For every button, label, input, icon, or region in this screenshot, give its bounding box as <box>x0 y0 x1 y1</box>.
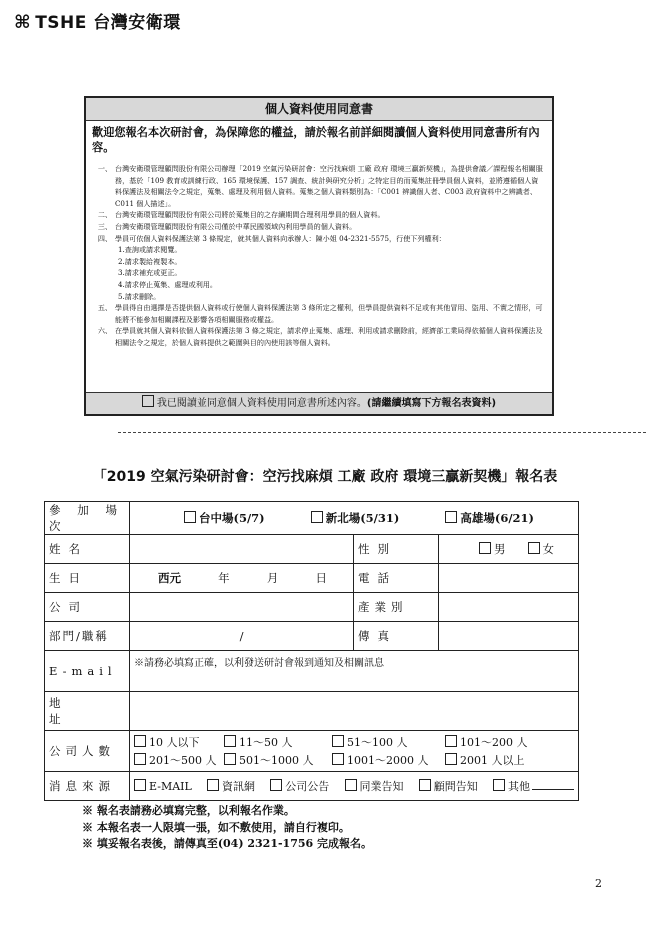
checkbox[interactable] <box>134 779 146 791</box>
birth-month: 月 <box>266 571 279 585</box>
source-option[interactable] <box>207 778 255 794</box>
item-text: 在學員就其個人資料依個人資料保護法第 3 條之規定，請求停止蒐集、處理、利用或請求刪除前，經濟部工業局得依循個人資料保護法及相關法令之規定，於個人資料提供之範圍與目的內使用該等個人資料。 <box>115 326 543 347</box>
option-text: 101～200 人 <box>460 736 528 749</box>
company-label: 公司 <box>45 593 130 622</box>
headcount-options <box>130 731 579 772</box>
source-option[interactable] <box>419 778 478 794</box>
consent-item <box>92 233 544 245</box>
agree-hint: (請繼續填寫下方報名表資料) <box>366 398 497 409</box>
option-text: 顧問告知 <box>433 780 478 793</box>
right-item: 4.請求停止蒐集、處理或利用。 <box>118 279 217 289</box>
checkbox[interactable] <box>528 542 540 554</box>
gender-options <box>439 535 579 564</box>
consent-item <box>92 221 544 233</box>
birth-label: 生日 <box>45 564 130 593</box>
address-label: 地址 <box>45 692 130 731</box>
industry-label: 產業別 <box>354 593 439 622</box>
company-logo <box>14 8 181 33</box>
dept-row <box>45 622 579 651</box>
fax-field[interactable] <box>439 622 579 651</box>
headcount-option[interactable] <box>332 752 445 768</box>
venue-text: 高雄場(6/21) <box>460 511 534 525</box>
registration-table <box>44 501 579 801</box>
page-number: 2 <box>595 877 602 890</box>
agree-checkbox[interactable] <box>142 395 154 407</box>
venue-option[interactable] <box>311 510 400 526</box>
option-text: E-MAIL <box>149 780 192 793</box>
other-blank[interactable] <box>532 789 574 790</box>
option-text: 51～100 人 <box>347 736 408 749</box>
item-text: 台灣安衛環管理顧問股份有限公司辦理「2019 空氣污染研討會：空污找麻煩 工廠 政府 環境三贏新契機」，為提供會議／課程報名相關服務，基於「109 教育或訓練行政、165 環境保護、157 調查、統計與研究分析」之特定目的而蒐集註冊學員個人資料，並將遵循個人資料保護法及相關法令之規定，蒐集、處理及利用個人資料。蒐集之個人資料類別為：「C001 辨識個人者、C003 政府資料中之辨識者、C011 個人描述」。 <box>115 164 543 208</box>
source-option[interactable] <box>270 778 329 794</box>
gender-text: 男 <box>494 542 506 556</box>
item-number: 一、 <box>97 164 112 173</box>
note-item: ※ 填妥報名表後，請傳真至(04) 2321-1756 完成報名。 <box>82 837 373 850</box>
logo-mark-icon: ⌘ <box>14 12 32 33</box>
option-text: 2001 人以上 <box>460 754 525 767</box>
headcount-row <box>45 731 579 772</box>
phone-label: 電話 <box>354 564 439 593</box>
gender-option-male[interactable] <box>479 541 506 557</box>
email-label: E-mail <box>45 651 130 692</box>
name-label: 姓名 <box>45 535 130 564</box>
right-item: 2.請求製給複製本。 <box>118 256 182 266</box>
checkbox[interactable] <box>479 542 491 554</box>
checkbox[interactable] <box>207 779 219 791</box>
checkbox[interactable] <box>332 753 344 765</box>
checkbox[interactable] <box>445 735 457 747</box>
option-text: 501～1000 人 <box>239 754 314 767</box>
gender-option-female[interactable] <box>528 541 555 557</box>
dept-field[interactable] <box>130 622 354 651</box>
checkbox[interactable] <box>134 735 146 747</box>
birth-field[interactable] <box>130 564 354 593</box>
source-options <box>130 772 579 801</box>
email-row <box>45 651 579 692</box>
venue-text: 台中場(5/7) <box>199 511 265 525</box>
consent-title: 個人資料使用同意書 <box>86 98 552 121</box>
gender-text: 女 <box>542 542 554 556</box>
consent-item <box>92 163 544 209</box>
checkbox[interactable] <box>134 753 146 765</box>
headcount-option[interactable] <box>134 734 224 750</box>
checkbox[interactable] <box>332 735 344 747</box>
email-note: ※請務必填寫正確，以利發送研討會報到通知及相關訊息 <box>134 658 384 669</box>
item-number: 五、 <box>97 303 112 313</box>
consent-item <box>92 209 544 221</box>
item-number: 六、 <box>97 326 112 336</box>
item-number: 二、 <box>97 210 112 220</box>
right-item: 1.查詢或請求閱覽。 <box>118 245 182 255</box>
source-label: 消息來源 <box>45 772 130 801</box>
checkbox[interactable] <box>184 511 196 523</box>
form-title: 「2019 空氣污染研討會：空污找麻煩 工廠 政府 環境三贏新契機」報名表 <box>92 469 558 485</box>
checkbox[interactable] <box>224 753 236 765</box>
headcount-option[interactable] <box>445 734 574 750</box>
item-text: 台灣安衛環管理顧問股份有限公司僅於中華民國領域內利用學員的個人資料。 <box>115 221 357 231</box>
checkbox[interactable] <box>493 779 505 791</box>
venue-option[interactable] <box>445 510 534 526</box>
consent-agree-row <box>86 392 552 414</box>
venue-option[interactable] <box>184 510 265 526</box>
item-text: 學員可依個人資料保護法第 3 條規定，就其個人資料向承辦人：陳小姐 04-2321-5575，行使下列權利： <box>115 233 446 243</box>
option-text: 201～500 人 <box>149 754 217 767</box>
option-text: 10 人以下 <box>149 736 200 749</box>
phone-field[interactable] <box>439 564 579 593</box>
consent-box <box>84 96 554 416</box>
logo-text: TSHE 台灣安衛環 <box>35 13 181 33</box>
source-option[interactable] <box>493 778 574 794</box>
source-row <box>45 772 579 801</box>
checkbox[interactable] <box>445 753 457 765</box>
email-field[interactable] <box>130 651 579 692</box>
name-row <box>45 535 579 564</box>
consent-items <box>92 163 544 349</box>
birth-day: 日 <box>315 571 327 585</box>
item-text: 學員得自由選擇是否提供個人資料或行使個人資料保護法第 3 條所定之權利，但學員提供資料不足或有其他冒用、盜用、不實之情形，可能將不能參加相關課程及影響各項相關服務或權益。 <box>115 303 543 324</box>
checkbox[interactable] <box>345 779 357 791</box>
source-option[interactable] <box>134 779 192 793</box>
venue-label: 參加場次 <box>45 502 130 535</box>
venue-text: 新北場(5/31) <box>325 511 400 525</box>
venue-options <box>130 502 579 535</box>
checkbox[interactable] <box>270 779 282 791</box>
dept-label: 部門/職稱 <box>45 622 130 651</box>
birth-year: 年 <box>218 571 230 585</box>
fax-label: 傳真 <box>354 622 439 651</box>
headcount-option[interactable] <box>134 752 224 768</box>
consent-item <box>92 325 544 348</box>
option-text: 11～50 人 <box>239 736 293 749</box>
consent-intro: 歡迎您報名本次研討會，為保障您的權益，請於報名前詳細閱讀個人資料使用同意書所有內容。 <box>92 126 540 154</box>
cut-line <box>118 432 646 433</box>
item-number: 三、 <box>97 221 112 231</box>
item-number: 四、 <box>97 233 112 243</box>
note-item: ※ 報名表請務必填寫完整，以利報名作業。 <box>82 804 295 817</box>
checkbox[interactable] <box>311 511 323 523</box>
agree-label: 我已閱讀並同意個人資料使用同意書所述內容。 <box>156 398 367 409</box>
option-text: 同業告知 <box>359 780 404 793</box>
headcount-option[interactable] <box>445 752 574 768</box>
right-item: 3.請求補充或更正。 <box>118 268 182 278</box>
option-text: 公司公告 <box>285 780 330 793</box>
industry-field[interactable] <box>439 593 579 622</box>
company-row <box>45 593 579 622</box>
dept-slash: / <box>239 629 244 643</box>
headcount-option[interactable] <box>224 734 332 750</box>
notes <box>82 803 372 853</box>
birth-row <box>45 564 579 593</box>
option-text: 資訊網 <box>222 780 256 793</box>
venue-row <box>45 502 579 535</box>
consent-item <box>92 302 544 325</box>
headcount-label: 公司人數 <box>45 731 130 772</box>
address-row <box>45 692 579 731</box>
gender-label: 性別 <box>354 535 439 564</box>
headcount-option[interactable] <box>332 734 445 750</box>
birth-era: 西元 <box>158 571 181 585</box>
item-text: 台灣安衛環管理顧問股份有限公司將於蒐集目的之存續期間合理利用學員的個人資料。 <box>115 210 385 220</box>
address-field[interactable] <box>130 692 579 731</box>
headcount-option[interactable] <box>224 752 332 768</box>
right-item: 5.請求刪除。 <box>118 291 161 301</box>
option-text: 其他 <box>507 780 530 793</box>
checkbox[interactable] <box>445 511 457 523</box>
company-field[interactable] <box>130 593 354 622</box>
name-field[interactable] <box>130 535 354 564</box>
note-item: ※ 本報名表一人限填一張，如不敷使用，請自行複印。 <box>82 820 350 834</box>
checkbox[interactable] <box>224 735 236 747</box>
checkbox[interactable] <box>419 779 431 791</box>
option-text: 1001～2000 人 <box>347 754 429 767</box>
source-option[interactable] <box>345 778 404 794</box>
